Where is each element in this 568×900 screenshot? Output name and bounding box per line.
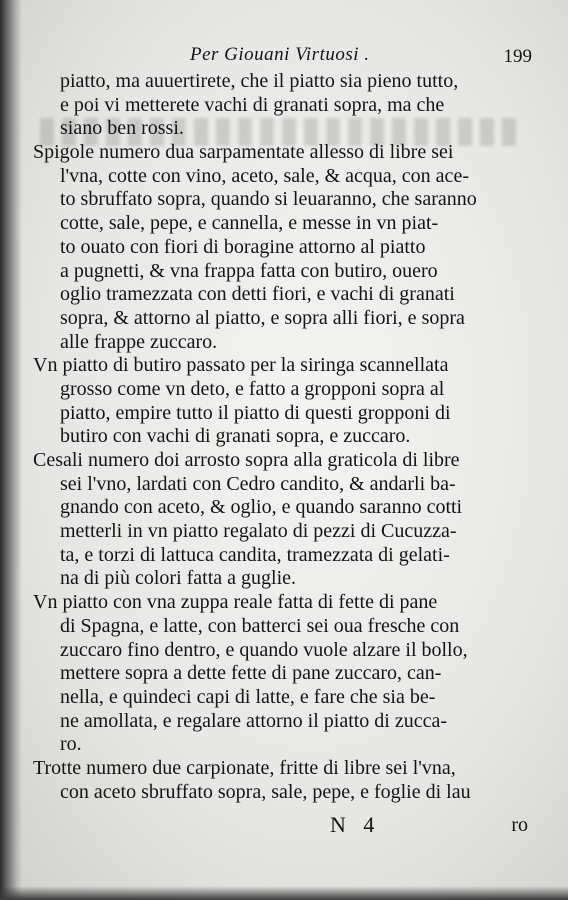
text-line: sopra, & attorno al piatto, e sopra alli fiori, e sopra <box>60 306 465 329</box>
text-line: grosso come vn deto, e fatto a gropponi sopra al <box>60 377 445 400</box>
text-line: alle frappe zuccaro. <box>60 330 218 353</box>
text-line: cotte, sale, pepe, e cannella, e messe in vn piat- <box>60 212 439 235</box>
text-line: siano ben rossi. <box>60 117 184 140</box>
text-line: ro. <box>60 733 82 756</box>
page-number: 199 <box>503 46 532 67</box>
text-line: piatto, empire tutto il piatto di questi gropponi di <box>60 401 451 424</box>
text-line: gnando con aceto, & oglio, e quando saranno cotti <box>60 496 463 519</box>
text-line: a pugnetti, & vna frappa fatta con butiro, ouero <box>60 259 438 282</box>
text-line: na di più colori fatta a guglie. <box>60 567 297 590</box>
running-head <box>0 44 568 70</box>
binding-gutter <box>0 0 22 900</box>
text-line: metterli in vn piatto regalato di pezzi di Cucuzza- <box>60 520 457 543</box>
text-block <box>33 70 538 804</box>
bottom-shadow <box>0 886 568 900</box>
running-title: Per Giouani Virtuosi . <box>190 44 370 65</box>
text-line: l'vna, cotte con vino, aceto, sale, & acqua, con ace- <box>60 164 469 187</box>
signature-mark: N 4 <box>330 812 381 837</box>
text-line: ne amollata, e regalare attorno il piatto di zucca- <box>60 709 448 732</box>
text-line: Cesali numero doi arrosto sopra alla graticola di libre <box>33 449 460 471</box>
text-line: to sbruffato sopra, quando si leuaranno, che saranno <box>60 188 477 211</box>
text-line: Trotte numero due carpionate, fritte di libre sei l'vna, <box>33 756 456 779</box>
text-line: mettere sopra a dette fette di pane zuccaro, can- <box>60 662 442 685</box>
text-line: Vn piatto di butiro passato per la siringa scannellata <box>33 354 449 377</box>
text-line: oglio tramezzata con detti fiori, e vachi di granati <box>60 283 455 306</box>
catchword: ro <box>511 814 528 836</box>
text-line: to ouato con fiori di boragine attorno al piatto <box>60 235 426 258</box>
text-line: e poi vi metterete vachi di granati sopra, ma che <box>60 93 445 116</box>
text-line: nella, e quindeci capi di latte, e fare che sia be- <box>60 685 436 708</box>
text-line: Spigole numero dua sarpamentate allesso di libre sei <box>33 141 454 164</box>
text-line: piatto, ma auuertirete, che il piatto sia pieno tutto, <box>60 70 459 92</box>
text-line: con aceto sbruffato sopra, sale, pepe, e foglie di lau <box>60 780 471 803</box>
text-line: ta, e torzi di lattuca candita, tramezzata di gelati- <box>60 543 450 566</box>
page-footer <box>0 812 568 840</box>
text-line: zuccaro fino dentro, e quando vuole alzare il bollo, <box>60 638 468 661</box>
text-line: butiro con vachi di granati sopra, e zuccaro. <box>60 425 411 448</box>
text-line: Vn piatto con vna zuppa reale fatta di fette di pane <box>33 591 438 614</box>
text-line: di Spagna, e latte, con batterci sei oua fresche con <box>60 614 460 637</box>
text-line: sei l'vno, lardati con Cedro candito, & andarli ba- <box>60 472 456 495</box>
